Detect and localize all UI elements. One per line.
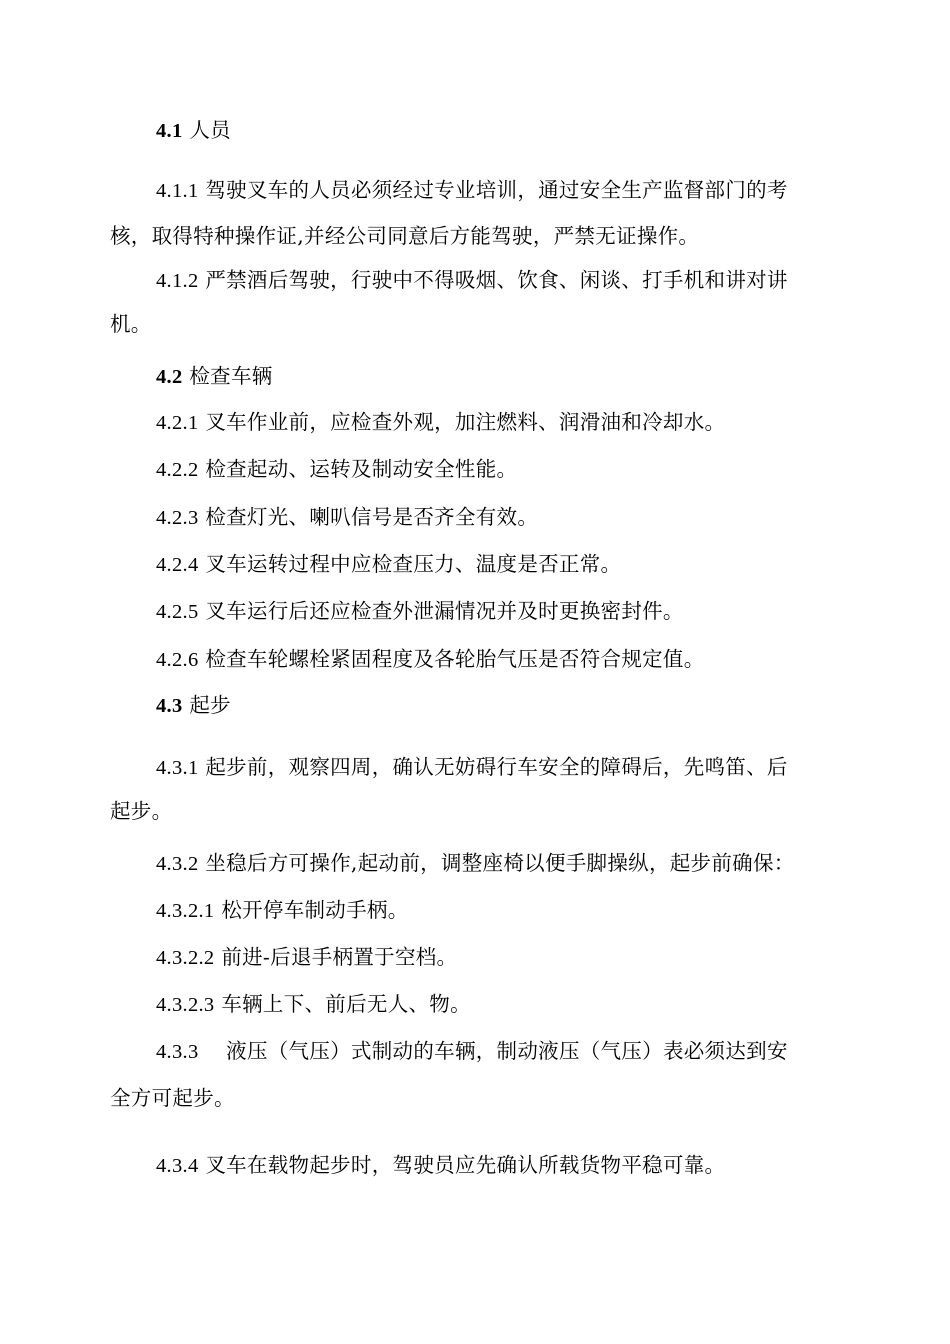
clause-text: 驾驶叉车的人员必须经过专业培训，通过安全生产监督部门的考 [205,178,788,202]
clause-number: 4.2.1 [156,412,199,434]
clause-text: 检查车轮螺栓紧固程度及各轮胎气压是否符合规定值。 [205,647,705,671]
section-heading-4-2 [156,362,886,391]
clause-number: 4.1.1 [156,180,199,202]
clause-number: 4.3.3 [156,1041,199,1063]
clause-number: 4.2.3 [156,507,199,529]
clause-number: 4.2.4 [156,554,199,576]
clause-4-1-2-line1 [156,266,886,295]
clause-4-3-3-line2: 全方可起步。 [110,1086,235,1110]
clause-text: 车辆上下、前后无人、物。 [221,992,471,1016]
clause-4-1-1-line1 [156,176,886,205]
clause-text: 严禁酒后驾驶，行驶中不得吸烟、饮食、闲谈、打手机和讲对讲 [205,268,788,292]
clause-4-3-2-2 [156,943,886,972]
clause-text: 坐稳后方可操作,起动前，调整座椅以便手脚操纵，起步前确保： [205,851,795,875]
clause-4-3-1-line1 [156,753,886,782]
clause-number: 4.3.2.1 [156,900,215,922]
clause-number: 4.3.4 [156,1155,199,1177]
clause-text: 检查起动、运转及制动安全性能。 [205,457,518,481]
clause-number: 4.3.2.3 [156,994,215,1016]
clause-4-2-2 [156,455,886,484]
clause-text: 前进-后退手柄置于空档。 [221,945,458,969]
clause-number: 4.3.2.2 [156,947,215,969]
clause-4-2-1 [156,408,886,437]
section-title: 人员 [189,118,231,142]
clause-number: 4.1.2 [156,270,199,292]
clause-4-2-6 [156,645,886,674]
section-heading-4-3 [156,691,886,720]
clause-text: 液压（气压）式制动的车辆，制动液压（气压）表必须达到安 [226,1039,788,1063]
section-number: 4.3 [156,695,183,717]
clause-4-2-3 [156,503,886,532]
clause-4-2-5 [156,597,886,626]
clause-text: 叉车作业前，应检查外观，加注燃料、润滑油和冷却水。 [205,410,726,434]
clause-number: 4.2.5 [156,601,199,623]
clause-text: 叉车运行后还应检查外泄漏情况并及时更换密封件。 [205,599,684,623]
section-number: 4.2 [156,366,183,388]
clause-text: 起步前，观察四周，确认无妨碍行车安全的障碍后，先鸣笛、后 [205,755,788,779]
clause-number: 4.3.2 [156,853,199,875]
clause-number: 4.3.1 [156,757,199,779]
section-title: 起步 [189,693,231,717]
clause-4-3-4 [156,1151,886,1180]
clause-number: 4.2.2 [156,459,199,481]
clause-text: 松开停车制动手柄。 [221,898,409,922]
clause-4-2-4 [156,550,886,579]
section-title: 检查车辆 [189,364,273,388]
section-number: 4.1 [156,120,183,142]
clause-4-3-2-3 [156,990,886,1019]
clause-number: 4.2.6 [156,649,199,671]
clause-4-3-1-line2: 起步。 [110,799,173,823]
clause-text: 检查灯光、喇叭信号是否齐全有效。 [205,505,539,529]
clause-4-3-2-1 [156,896,886,925]
clause-4-3-2 [156,849,886,878]
clause-text: 叉车运转过程中应检查压力、温度是否正常。 [205,552,622,576]
section-heading-4-1 [156,116,886,145]
clause-4-1-1-line2: 核，取得特种操作证,并经公司同意后方能驾驶，严禁无证操作。 [110,224,700,248]
clause-text: 叉车在载物起步时，驾驶员应先确认所载货物平稳可靠。 [205,1153,726,1177]
clause-4-1-2-line2: 机。 [110,312,152,336]
clause-4-3-3-line1 [156,1037,886,1066]
